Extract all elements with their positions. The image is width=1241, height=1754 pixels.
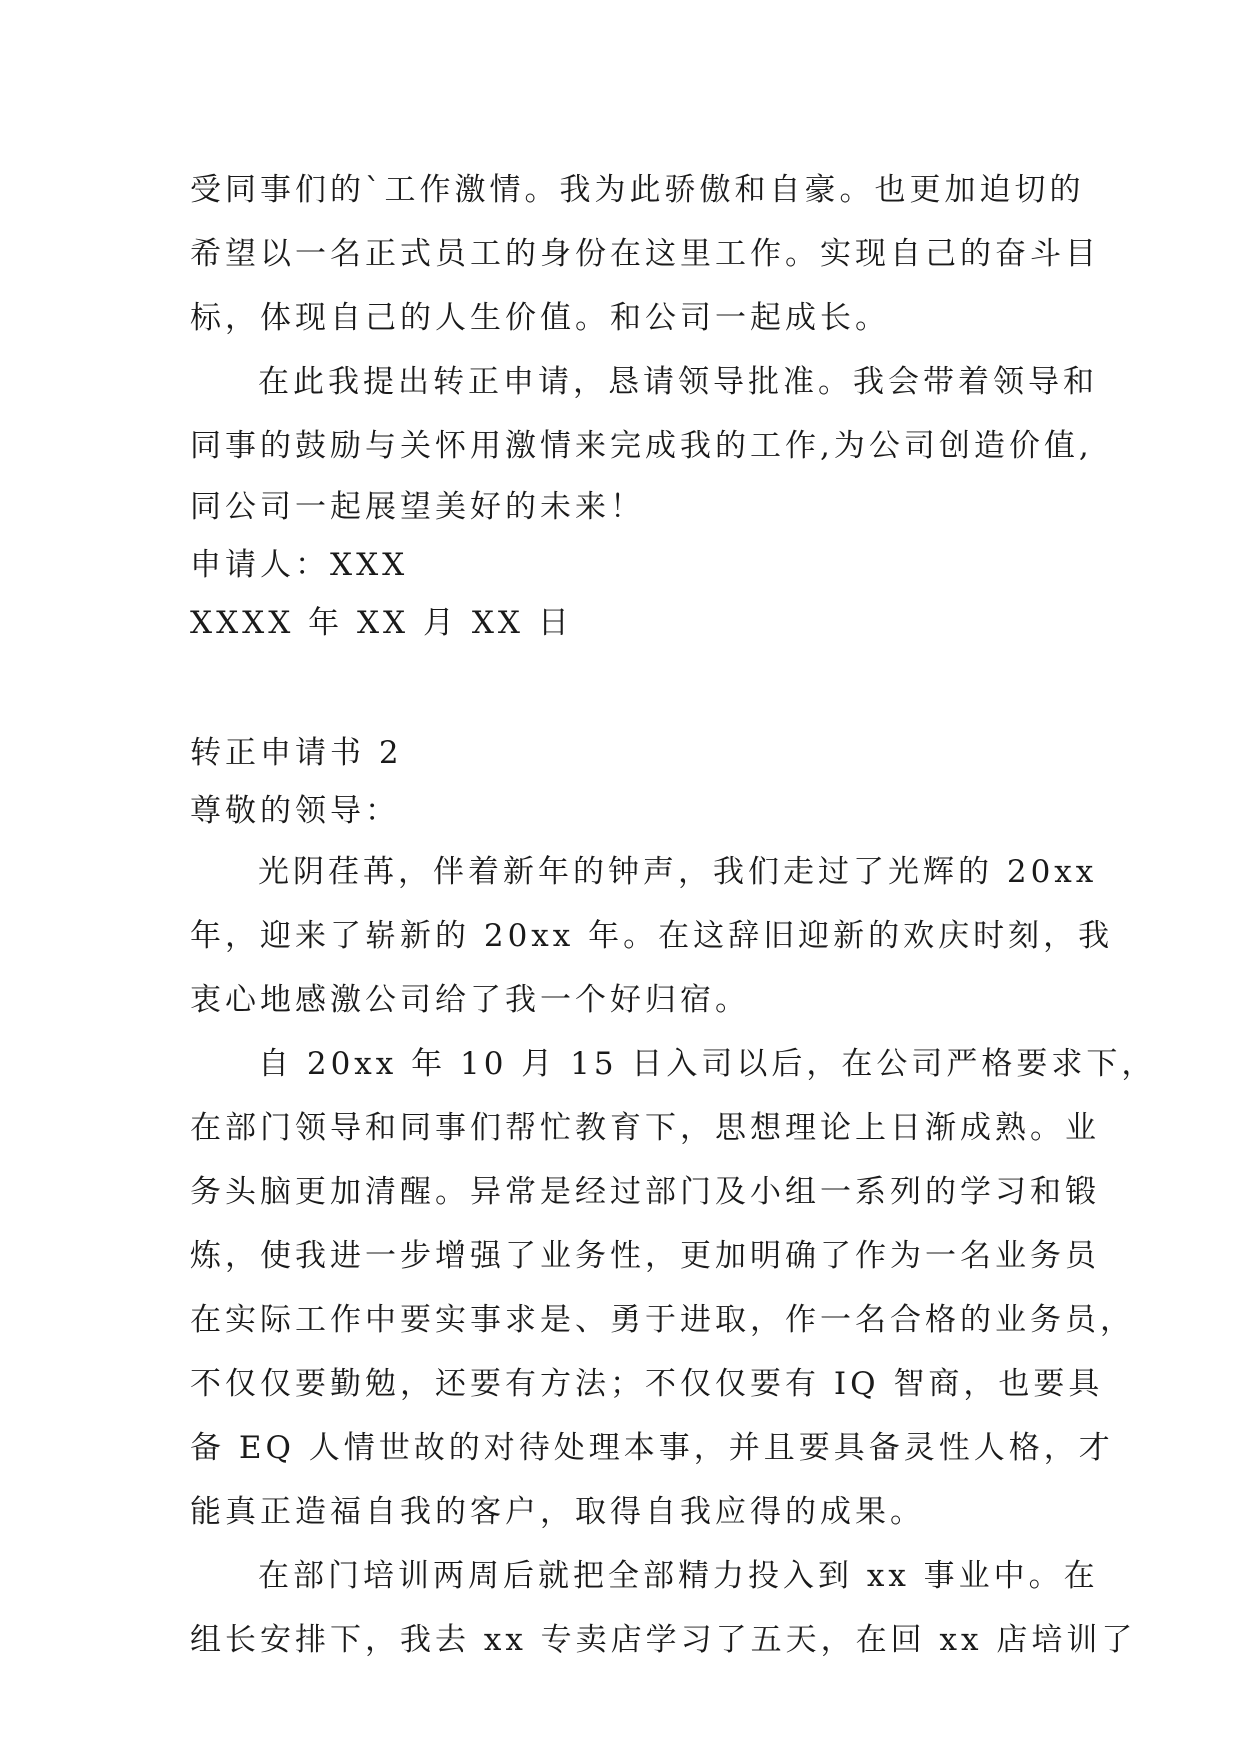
paragraph-part1-2 xyxy=(190,350,1098,536)
section-gap xyxy=(190,652,1060,724)
salutation: 尊敬的领导： xyxy=(190,793,400,829)
document-body xyxy=(190,158,1157,1672)
text-line: 自 20xx 年 10 月 15 日入司以后，在公司严格要求下， xyxy=(258,1046,1157,1082)
text-line: 备 EQ 人情世故的对待处理本事，并且要具备灵性人格，才 xyxy=(190,1430,1114,1466)
paragraph-part1-1 xyxy=(190,158,1100,350)
text-line: 在实际工作中要实事求是、勇于进取，作一名合格的业务员， xyxy=(190,1302,1135,1338)
text-line: 在此我提出转正申请，恳请领导批准。我会带着领导和 xyxy=(258,364,1098,400)
section-title: 转正申请书 2 xyxy=(190,735,403,771)
text-line: 标，体现自己的人生价值。和公司一起成长。 xyxy=(190,300,890,336)
paragraph-part2-1 xyxy=(190,840,1114,1032)
text-line: 炼，使我进一步增强了业务性，更加明确了作为一名业务员 xyxy=(190,1238,1100,1274)
text-line: 同公司一起展望美好的未来！ xyxy=(190,489,645,525)
text-line: 组长安排下，我去 xx 专卖店学习了五天，在回 xx 店培训了 xyxy=(190,1622,1137,1658)
text-line: 衷心地感激公司给了我一个好归宿。 xyxy=(190,982,750,1018)
text-line: 希望以一名正式员工的身份在这里工作。实现自己的奋斗目 xyxy=(190,236,1100,272)
text-line: 受同事们的`工作激情。我为此骄傲和自豪。也更加迫切的 xyxy=(190,172,1085,208)
text-line: 同事的鼓励与关怀用激情来完成我的工作,为公司创造价值, xyxy=(190,428,1093,464)
date-line: XXXX 年 XX 月 XX 日 xyxy=(190,605,573,641)
text-line: 在部门培训两周后就把全部精力投入到 xx 事业中。在 xyxy=(258,1558,1099,1594)
text-line: 不仅仅要勤勉，还要有方法；不仅仅要有 IQ 智商，也要具 xyxy=(190,1366,1104,1402)
paragraph-part2-2 xyxy=(190,1032,1157,1544)
text-line: 光阴荏苒，伴着新年的钟声，我们走过了光辉的 20xx xyxy=(258,854,1098,890)
text-line: 务头脑更加清醒。异常是经过部门及小组一系列的学习和锻 xyxy=(190,1174,1100,1210)
text-line: 年，迎来了崭新的 20xx 年。在这辞旧迎新的欢庆时刻，我 xyxy=(190,918,1114,954)
applicant-line: 申请人：XXX xyxy=(190,547,409,583)
paragraph-part2-3 xyxy=(190,1544,1137,1672)
text-line: 在部门领导和同事们帮忙教育下，思想理论上日渐成熟。业 xyxy=(190,1110,1100,1146)
text-line: 能真正造福自我的客户，取得自我应得的成果。 xyxy=(190,1494,925,1530)
